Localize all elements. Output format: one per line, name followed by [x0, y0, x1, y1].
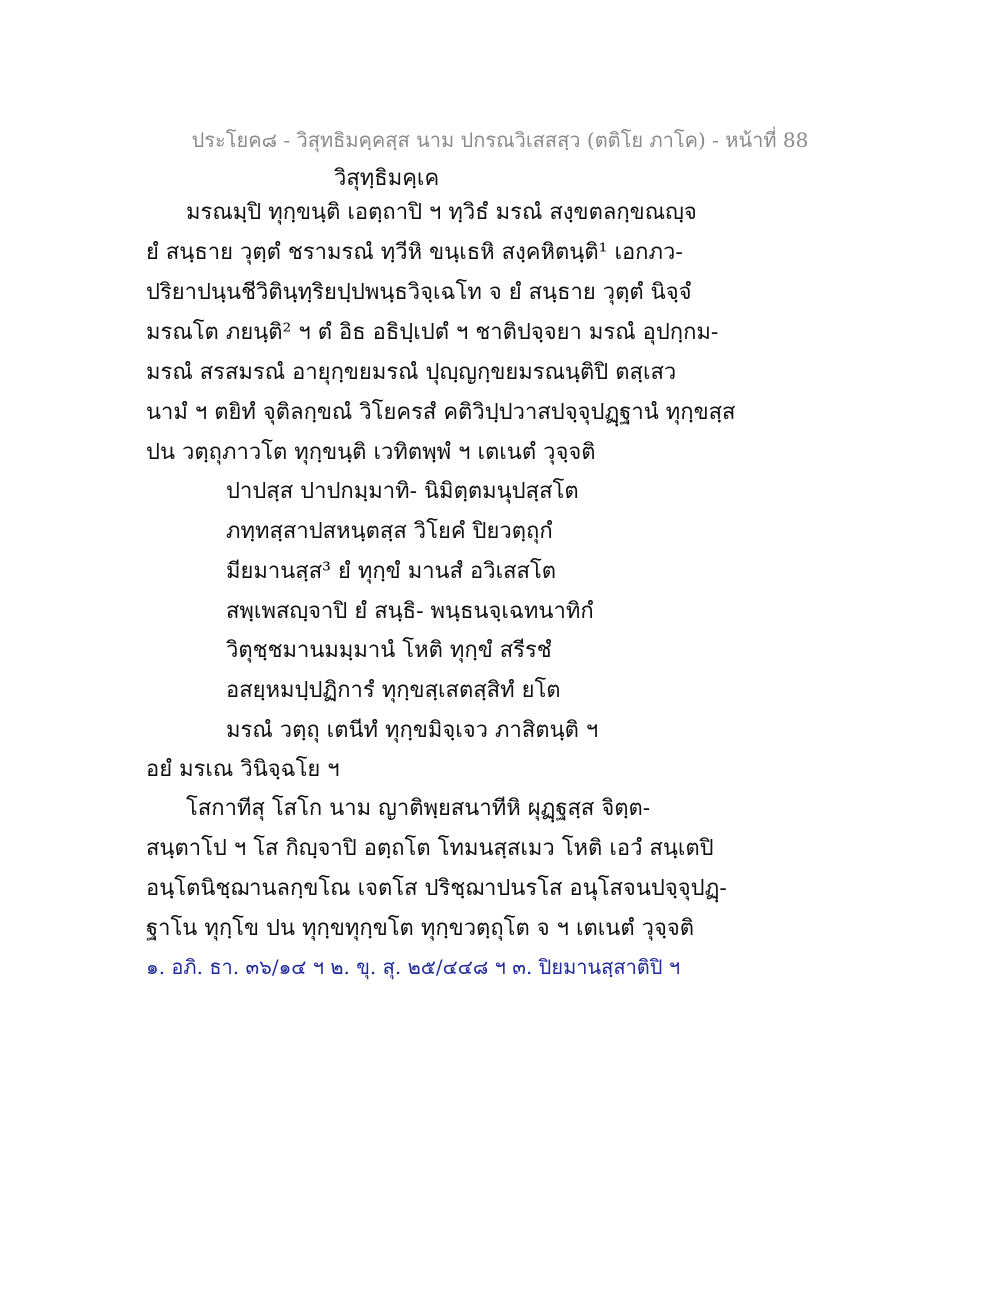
- text-line: มรณํ สรสมรณํ อายุกฺขยมรณํ ปุญฺญกฺขยมรณนฺติปิ ตสฺเสว: [146, 360, 677, 385]
- text-line: สนฺตาโป ฯ โส กิญฺจาปิ อตฺถโต โทมนสฺสเมว โหติ เอวํ สนฺเตปิ: [146, 836, 714, 861]
- verse-line: มียมานสฺส³ ยํ ทุกฺขํ มานสํ อวิเสสโต: [226, 559, 557, 584]
- verse-line: ภทฺทสฺสาปสหนฺตสฺส วิโยคํ ปิยวตฺถุกํ: [226, 519, 553, 544]
- text-line: ยํ สนฺธาย วุตฺตํ ชรามรณํ ทฺวีหิ ขนฺเธหิ สงฺคหิตนฺติ¹ เอกภว-: [146, 240, 683, 265]
- text-line: มรณโต ภยนฺติ² ฯ ตํ อิธ อธิปฺเปตํ ฯ ชาติปจฺจยา มรณํ อุปกฺกม-: [146, 320, 719, 345]
- verse-line: มรณํ วตฺถุ เตนีทํ ทุกฺขมิจฺเจว ภาสิตนฺติ ฯ: [226, 718, 599, 743]
- text-line: ฐาโน ทุกฺโข ปน ทุกฺขทุกฺขโต ทุกฺขวตฺถุโต จ ฯ เตเนตํ วุจฺจติ: [146, 916, 695, 941]
- text-line: นามํ ฯ ตยิทํ จุติลกฺขณํ วิโยครสํ คติวิปฺปวาสปจฺจุปฏฺฐานํ ทุกฺขสฺส: [146, 400, 736, 425]
- verse-line: ปาปสฺส ปาปกมฺมาทิ- นิมิตฺตมนุปสฺสโต: [226, 479, 579, 504]
- verse-line: วิตุชฺชมานมมฺมานํ โหติ ทุกฺขํ สรีรชํ: [226, 638, 552, 663]
- text-line: อยํ มรเณ วินิจฺฉโย ฯ: [146, 757, 340, 782]
- text-line: โสกาทีสุ โสโก นาม ญาติพฺยสนาทีหิ ผุฏฺฐสฺส จิตฺต-: [186, 796, 651, 821]
- text-line: อนฺโตนิชฺฌานลกฺขโณ เจตโส ปริชฺฌาปนรโส อนุโสจนปจฺจุปฏฺ-: [146, 876, 727, 901]
- text-line: ปน วตฺถุภาวโต ทุกฺขนฺติ เวทิตพฺพํ ฯ เตเนตํ วุจฺจติ: [146, 440, 596, 465]
- text-line: มรณมฺปิ ทุกฺขนฺติ เอตฺถาปิ ฯ ทฺวิธํ มรณํ สงฺขตลกฺขณญฺจ: [186, 200, 697, 225]
- page-header: ประโยค๘ - วิสุทธิมคฺคสฺส นาม ปกรณวิเสสสฺว (ตติโย ภาโค) - หน้าที่ 88: [191, 128, 809, 152]
- footnotes: ๑. อภิ. ธา. ๓๖/๑๔ ฯ ๒. ขุ. สุ. ๒๕/๔๔๘ ฯ ๓. ปิยมานสฺสาติปิ ฯ: [146, 955, 681, 979]
- book-title: วิสุทฺธิมคฺเค: [334, 166, 440, 191]
- verse-line: สพฺเพสญฺจาปิ ยํ สนฺธิ- พนฺธนจฺเฉทนาทิกํ: [226, 599, 594, 624]
- verse-line: อสยฺหมปฺปฏิการํ ทุกฺขสฺเสตสฺสิทํ ยโต: [226, 678, 561, 703]
- text-line: ปริยาปนฺนชีวิตินฺทฺริยปฺปพนฺธวิจฺเฉโท จ ยํ สนฺธาย วุตฺตํ นิจฺจํ: [146, 280, 692, 305]
